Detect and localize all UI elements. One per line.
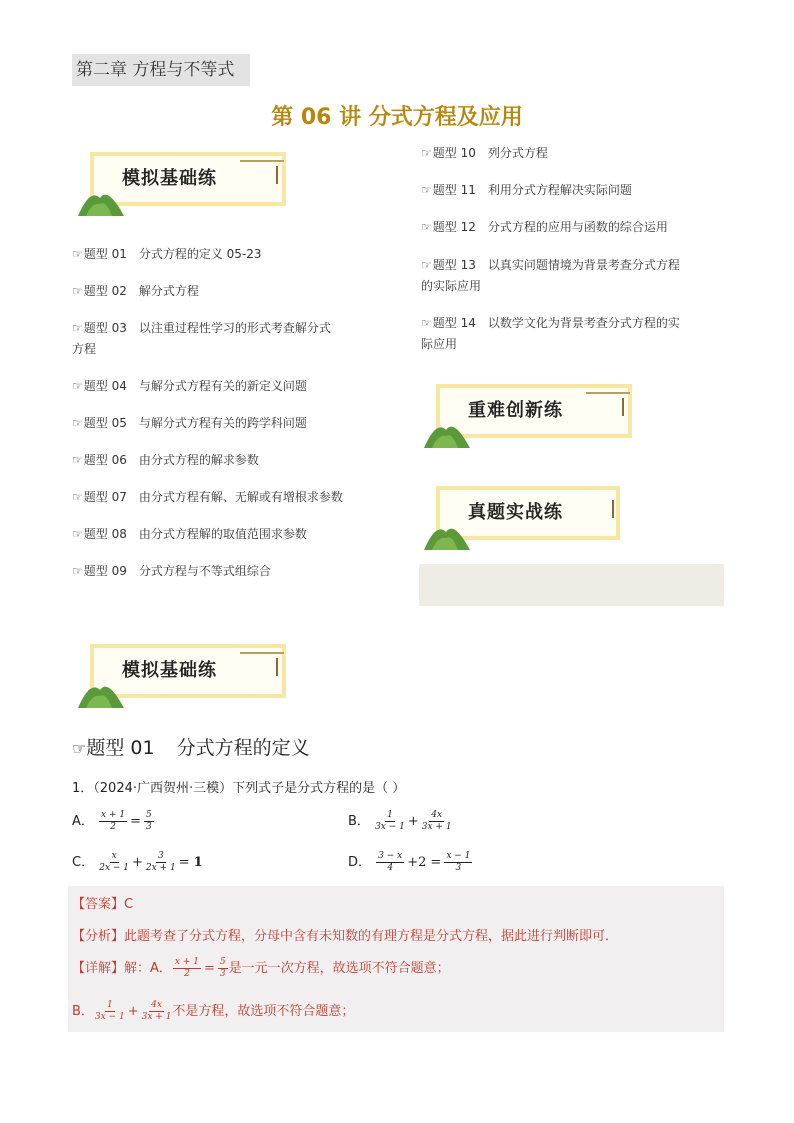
banner-decor <box>240 160 284 162</box>
banner-decor <box>586 392 630 394</box>
toc-text: 由分式方程有解、无解或有增根求参数 <box>138 490 343 504</box>
toc-text-cont: 际应用 <box>421 337 458 351</box>
toc-num: 题型 04 <box>83 379 127 393</box>
banner-basic-practice-2 <box>78 644 290 706</box>
pointing-hand-icon: ☞ <box>72 247 83 261</box>
toc-num: 题型 11 <box>432 183 476 197</box>
page-title: 第 06 讲 分式方程及应用 <box>271 105 523 130</box>
banner-label: 重难创新练 <box>468 400 563 421</box>
banner-real-exam <box>424 486 636 548</box>
answer-line <box>72 893 133 912</box>
toc-num: 题型 13 <box>432 258 476 272</box>
section-num: 题型 01 <box>86 737 155 759</box>
toc-text-cont: 的实际应用 <box>421 279 482 293</box>
banner-label: 模拟基础练 <box>122 660 217 681</box>
detail-tag: 【详解】 <box>72 961 125 976</box>
option-d[interactable]: D． $\frac{3 - x}{4}$ +2 = $\frac{x - 1}{3}$ <box>348 851 471 873</box>
toc-text: 列分式方程 <box>487 146 548 160</box>
analysis-tag: 【分析】 <box>72 929 125 944</box>
toc-text: 利用分式方程解决实际问题 <box>487 183 632 197</box>
pointing-hand-icon: ☞ <box>72 416 83 430</box>
plus-term: +2 <box>407 855 427 870</box>
toc-item[interactable] <box>421 180 731 217</box>
fraction: $\frac{4x}{3x + 1}$ <box>141 1000 172 1022</box>
toc-item[interactable] <box>72 450 372 487</box>
option-c[interactable]: C． $\frac{x}{2x - 1}$ + $\frac{3}{2x + 1}$ = 1 <box>72 851 203 873</box>
pointing-hand-icon: ☞ <box>72 490 83 504</box>
toc-num: 题型 10 <box>432 146 476 160</box>
toc-item[interactable] <box>421 143 731 180</box>
toc-text: 与解分式方程有关的跨学科问题 <box>138 416 307 430</box>
option-label: A． <box>72 814 94 829</box>
rhs-value: 1 <box>193 855 203 870</box>
toc-item[interactable] <box>421 255 731 313</box>
option-label: B． <box>348 814 370 829</box>
detail-line-a: 【详解】解：A． $\frac{x + 1}{2}$ = $\frac{5}{3}$ 是一元一次方程，故选项不符合题意； <box>72 957 450 979</box>
toc-item[interactable] <box>72 281 372 318</box>
pointing-hand-icon: ☞ <box>421 146 432 160</box>
hill-icon <box>424 414 474 450</box>
toc-item[interactable] <box>72 413 372 450</box>
hill-icon <box>424 516 474 552</box>
pointing-hand-icon: ☞ <box>421 316 432 330</box>
blank-box <box>419 564 724 606</box>
toc-text: 分式方程的定义 05-23 <box>138 247 262 261</box>
toc-text: 以数学文化为背景考查分式方程的实 <box>487 316 680 330</box>
toc-text: 分式方程的应用与函数的综合运用 <box>487 220 668 234</box>
option-b[interactable]: B． $\frac{1}{3x - 1}$ + $\frac{4x}{3x + 1}$ <box>348 810 452 832</box>
toc-text-cont: 方程 <box>72 342 97 356</box>
pointing-hand-icon: ☞ <box>72 284 83 298</box>
toc-item[interactable] <box>72 487 372 524</box>
toc-num: 题型 09 <box>83 564 127 578</box>
fraction: $\frac{3}{2x + 1}$ <box>145 851 176 873</box>
option-a[interactable]: A． $\frac{x + 1}{2}$ = $\frac{5}{3}$ <box>72 810 152 832</box>
detail-suffix: 是一元一次方程，故选项不符合题意； <box>228 961 450 976</box>
toc-text: 以真实问题情境为背景考查分式方程 <box>487 258 680 272</box>
fraction: $\frac{4x}{3x + 1}$ <box>421 810 452 832</box>
toc-item[interactable] <box>72 244 372 281</box>
option-label: C． <box>72 855 95 870</box>
fraction: $\frac{x - 1}{3}$ <box>446 851 471 873</box>
toc-text: 解分式方程 <box>138 284 199 298</box>
analysis-text: 此题考查了分式方程，分母中含有未知数的有理方程是分式方程，据此进行判断即可． <box>124 929 619 944</box>
pointing-hand-icon: ☞ <box>421 183 432 197</box>
pointing-hand-icon: ☞ <box>72 379 83 393</box>
hill-icon <box>78 674 128 710</box>
toc-num: 题型 03 <box>83 321 127 335</box>
pointing-hand-icon: ☞ <box>72 739 87 758</box>
toc-num: 题型 12 <box>432 220 476 234</box>
toc-item[interactable] <box>421 217 731 255</box>
banner-decor <box>276 658 278 676</box>
fraction: $\frac{5}{3}$ <box>146 810 152 832</box>
detail-prefix: B． <box>72 1004 94 1019</box>
pointing-hand-icon: ☞ <box>421 220 432 234</box>
fraction: $\frac{1}{3x - 1}$ <box>375 810 405 832</box>
fraction: $\frac{3 - x}{4}$ <box>378 851 403 873</box>
toc-num: 题型 01 <box>83 247 127 261</box>
pointing-hand-icon: ☞ <box>72 453 83 467</box>
answer-tag: 【答案】 <box>72 897 125 912</box>
toc-num: 题型 02 <box>83 284 127 298</box>
fraction: $\frac{x + 1}{2}$ <box>174 957 199 979</box>
detail-line-b: B． $\frac{1}{3x - 1}$ + $\frac{4x}{3x + 1}$ 不是方程，故选项不符合题意； <box>72 1000 355 1022</box>
banner-decor <box>240 652 284 654</box>
option-label: D． <box>348 855 372 870</box>
fraction: $\frac{x}{2x - 1}$ <box>99 851 130 873</box>
toc-text: 由分式方程的解求参数 <box>138 453 259 467</box>
toc-num: 题型 06 <box>83 453 127 467</box>
answer-value: C <box>124 897 134 912</box>
fraction: $\frac{x + 1}{2}$ <box>101 810 126 832</box>
toc-num: 题型 14 <box>432 316 476 330</box>
pointing-hand-icon: ☞ <box>421 258 432 272</box>
pointing-hand-icon: ☞ <box>72 527 83 541</box>
toc-right <box>421 143 731 371</box>
section-heading <box>72 733 310 760</box>
banner-decor <box>612 500 614 518</box>
banner-basic-practice <box>78 152 290 214</box>
pointing-hand-icon: ☞ <box>72 321 83 335</box>
toc-num: 题型 08 <box>83 527 127 541</box>
banner-hard-practice <box>424 384 636 446</box>
detail-prefix: 解：A． <box>124 961 172 976</box>
section-text: 分式方程的定义 <box>176 737 310 759</box>
banner-decor <box>276 166 278 184</box>
fraction: $\frac{1}{3x - 1}$ <box>94 1000 125 1022</box>
toc-text: 由分式方程解的取值范围求参数 <box>138 527 307 541</box>
toc-item[interactable] <box>72 376 372 413</box>
banner-label: 真题实战练 <box>468 502 563 523</box>
toc-left <box>72 244 372 598</box>
toc-item[interactable] <box>421 313 731 371</box>
toc-num: 题型 05 <box>83 416 127 430</box>
toc-text: 以注重过程性学习的形式考查解分式 <box>138 321 331 335</box>
detail-suffix: 不是方程，故选项不符合题意； <box>172 1004 355 1019</box>
banner-label: 模拟基础练 <box>122 168 217 189</box>
toc-item[interactable] <box>72 524 372 561</box>
banner-decor <box>622 398 624 416</box>
toc-item[interactable] <box>72 561 372 598</box>
analysis-line <box>72 925 618 944</box>
toc-item[interactable] <box>72 318 372 376</box>
toc-num: 题型 07 <box>83 490 127 504</box>
pointing-hand-icon: ☞ <box>72 564 83 578</box>
toc-text: 与解分式方程有关的新定义问题 <box>138 379 307 393</box>
hill-icon <box>78 182 128 218</box>
toc-text: 分式方程与不等式组综合 <box>138 564 271 578</box>
question-stem: 1．（2024·广西贺州·三模）下列式子是分式方程的是（ ） <box>72 781 406 796</box>
fraction: $\frac{5}{3}$ <box>219 957 226 979</box>
chapter-label: 第二章 方程与不等式 <box>72 54 250 86</box>
